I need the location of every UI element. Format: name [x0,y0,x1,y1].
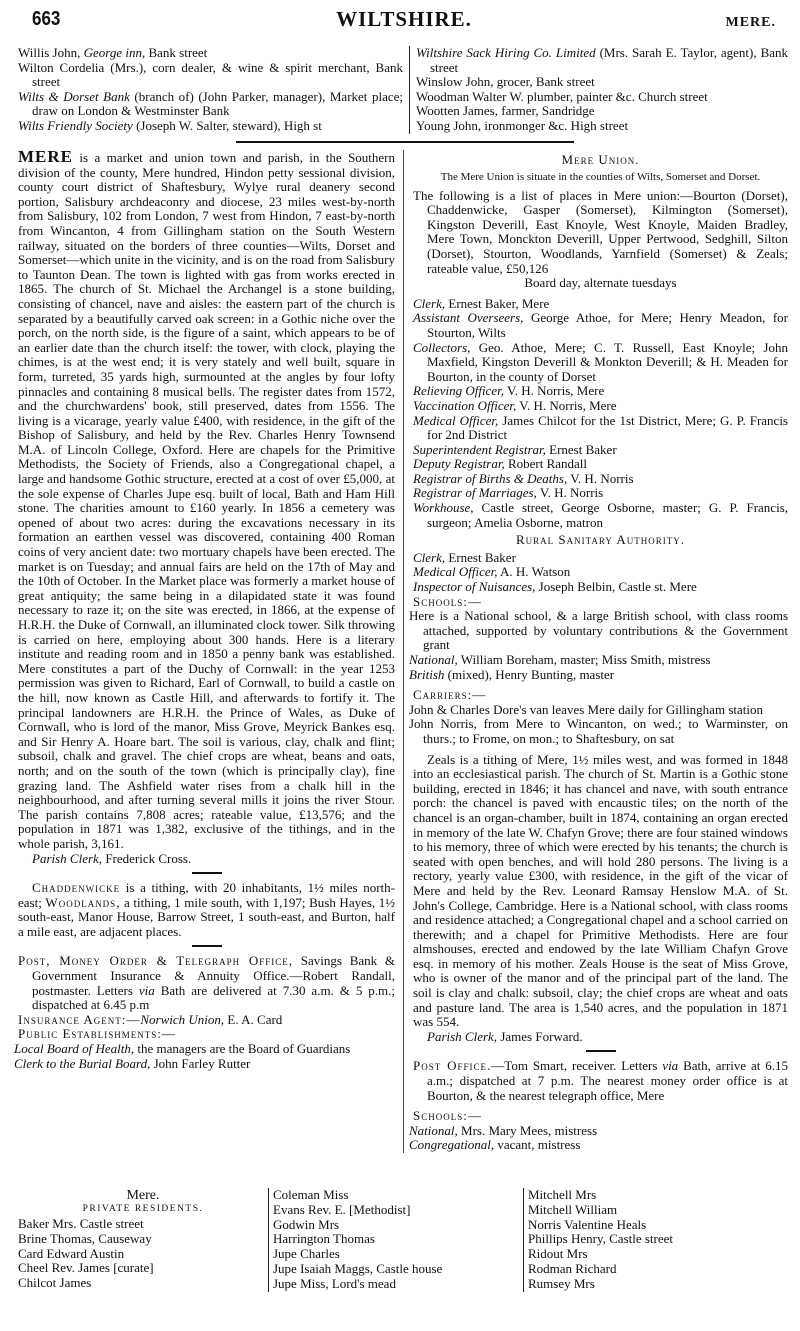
entry [18,119,403,134]
resident: Chilcot James [18,1275,92,1291]
entry: Young John, ironmonger &c. High street [416,117,629,133]
label: Workhouse, [413,500,474,516]
label: Assistant Overseers, [413,310,524,326]
label: Medical Officer, [413,412,499,428]
entry-italic: Wiltshire Sack Hiring Co. Limited [416,45,596,60]
county-title: WILTSHIRE. [336,7,472,31]
value: James Forward. [500,1028,583,1044]
lead: Woodlands, [45,894,121,910]
value: V. H. Norris, Mere [519,397,617,413]
officer [413,457,788,472]
entry [416,46,788,75]
private-residents [18,1188,788,1292]
divider [586,1050,616,1052]
value: William Boreham, master; Miss Smith, mistress [460,652,711,667]
officer [413,580,788,595]
entry [18,61,403,90]
page-number: 663 [32,8,61,30]
value: A. H. Watson [500,564,571,580]
entry [18,46,403,61]
officer [413,501,788,530]
text: a tithing, 1 mile south, with 1,197; Bush Hayes, 1½ south-east, Manor House, Barrow Street, 1 south-east, and Burton, half a mile east, are adjacent places. [18,894,396,939]
entry-text: Bank street [148,45,208,60]
resident: Phillips Henry, Castle street [528,1231,674,1247]
right-column [404,150,788,1153]
resident: Jupe Miss, Lord's mead [273,1275,396,1291]
label: National, [409,1122,458,1138]
label: Clerk, [413,549,446,565]
entry-text: (Joseph W. Salter, steward), High st [136,117,322,133]
text: Bath are delivered at 7.30 a.m. & 5 p.m.; dispatched at 6.45 p.m [32,982,396,1013]
label: British [409,666,445,682]
officer [413,399,788,414]
value: Ernest Baker [549,441,617,457]
officer [413,341,788,385]
entry-name: Willis John, [18,45,81,60]
officer [413,486,788,501]
mere-union-heading: Mere Union. [561,152,640,167]
officer [413,311,788,340]
school [409,666,788,683]
zeals-description: Zeals is a tithing of Mere, 1½ miles west, and was formed in 1848 into an ecclesiastical parish. The church of St. Martin is a Gothic stone building, erected in 1846; it has chancel and nave, with south entrance porch: the chancel is paved with encaustic tiles; on the north of the chancel is an organ-chamber, built in 1874, containing an organ erected in memory of the late W. Chafyn Grove; there are four stained windows to his memory, three of which were erected by his tenants; the church is seated with open benches, and will hold 280 persons. The living is a rectory, yearly value £300, with residence, in the gift of the vicar of Mere and held by the Rev. Leonard Ramsay Henslow M.A. of St. John's College, Cambridge. Here is a National school, with class rooms and residence attached; a Congregational chapel and a school carried on therewith; and a chapel for Primitive Methodists. Here are four almshouses, erected and endowed by the late William Chafyn Grove esq. in memory of his mother. Zeals House is the seat of Miss Grove, who is owner of the manor and of the principal part of the land. The soil is clay and chalk: subsoil, clay; the chief crops are wheat and oats and pasture land. The area is 1,540 acres, and the population in 1871 was 554. [413,751,788,1030]
label: Registrar of Births & Deaths, [413,470,568,486]
carrier: John & Charles Dore's van leaves Mere daily for Gillingham station [409,701,763,717]
value: Frederick Cross. [105,850,192,866]
label: Superintendent Registrar, [413,441,546,457]
resident: Rumsey Mrs [528,1275,595,1291]
label: Parish Clerk, [427,1028,498,1044]
officer [413,551,788,566]
label: Norwich Union, [140,1011,225,1027]
officer [413,443,788,458]
residents-column-1 [18,1188,268,1292]
parish-clerk [18,852,395,867]
section-divider [236,141,574,143]
public-establishments-heading: Public Establishments:— [18,1026,176,1042]
burial-board [14,1055,395,1072]
value: the managers are the Board of Guardians [137,1041,351,1057]
left-column [14,147,404,1153]
entry-text: (branch of) (John Parker, manager), Market place; draw on London & Westminster Bank [32,88,403,119]
resident: Ridout Mrs [528,1246,588,1262]
lead: Insurance Agent:— [18,1011,141,1027]
residents-column-2 [268,1188,523,1292]
residents-subheading: PRIVATE RESIDENTS. [82,1204,204,1214]
resident: Baker Mrs. Castle street [18,1216,144,1231]
via: via [662,1058,679,1074]
page-header [32,7,776,36]
value: V. H. Norris, Mere [506,383,605,399]
label: National, [409,652,458,667]
officer [413,565,788,580]
value: (mixed), Henry Bunting, master [447,666,615,682]
entry-name: Wilton Cordelia (Mrs.), corn dealer, & wine & spirit merchant, Bank street [18,59,403,90]
text: —Tom Smart, receiver. Letters [491,1058,658,1074]
resident: Coleman Miss [273,1187,349,1202]
value: E. A. Card [227,1011,283,1027]
trade-column-right [410,46,788,134]
value: Robert Randall [507,456,588,472]
officer [413,472,788,487]
place-title: MERE. [725,15,776,30]
entry: Winslow John, grocer, Bank street [416,74,595,90]
entry-italic: Wilts & Dorset Bank [18,88,130,104]
schools-text: Here is a National school, & a large British school, with class rooms attached, supported by voluntary contributions & the Government grant [409,608,788,653]
value: V. H. Norris [539,485,604,501]
trade-column-left [18,46,410,134]
text: Savings Bank & Government Insurance & Annuity Office.—Robert Randall, postmaster. Letters [32,953,395,998]
mere-text: is a market and union town and parish, in the Southern division of the county, Mere hundred, Hindon petty sessional division, county court district of Shaftesbury, Wylye rural deanery second portion, Salisbury archdeaconry and diocese, 23 miles west-by-north from Salisbury, 102 from London, 7 west from Hindon, 7 east-by-north from Wincanton, 4 from Gillingham station on the South Western railway, situated on the borders of three counties—Wilts, Dorset and Somerset—which unite in the vicinity, and is on the road from Salisbury to Taunton Dean. The town is lighted with gas from works erected in 1865. The church of St. Michael the Archangel is a stone building, consisting of chancel, nave and aisles: the eastern part of the church is separated by a beautifully carved oak screen: in a Gothic niche over the porch, on the north side, is the figure of a saint, which appears to be of an earlier date than the church itself: the tower, with clock, playing the chimes, is at the west end; it is very stately and well built, square in form, turreted, 35 yards high, surmounted at the angles by four lofty pinnacles and containing 8 musical bells. The register dates from 1572, and the churchwardens' book, still preserved, dates from 1556. The living is a vicarage, yearly value £400, with residence, in the gift of the Bishop of Salisbury, and held by the Rev. Charles Henry Townsend M.A. of Lincoln College, Oxford. Here are chapels for the Primitive Methodists, the Society of Friends, also a Congregational chapel, a large and handsome Gothic structure, erected at a cost of over £5,000, at the sole expense of Charles Jupe esq. built of local, Bath and Ham Hill stone. The charities amount to £160 yearly. In 1856 a cemetery was opened of about two acres: during the excavations necessary in its formation an earthen vessel was discovered, containing 400 Roman coins of very ancient date: two mortuary chapels have been erected. The market is on Tuesday; and annual fairs are held on the 17th of May and the 10th of October. In the Market place was formerly a market house of great antiquity; the same being in a dilapidated state it was found necessary to raze it; on the site was erected, in 1866, at the expense of H.R.H. the Duke of Cornwall, an illuminated clock tower. Silk throwing is carried on here, employing about 300 hands. Here is a literary institute and reading room and in 1850 a penny bank was established. Mere constitutes a part of the Duchy of Cornwall: in the year 1253 permission was given to Richard, Earl of Cornwall, to build a castle on the hill, now known as Castle Hill, and afterwards to fortify it. The principal landowners are H.R.H. the Prince of Wales, as Duke of Cornwall, who is lord of the manor, Miss Grove, Meyrick Bankes esq. and Sir Henry A. Hoare bart. The soil is various, clay, chalk and flint; subsoil, chalk and gravel. The chief crops are wheat, beans and oats, north; and on the south of the town (which is principally clay), fine grazing land. The Ashfield water rises from a chalk hill in the neighbourhood, and after turning several mills it joins the river Stour. The parish contains 7,808 acres; rateable value, £13,576; and the population in 1871 was 1,382, exclusive of the tithings, and in the whole parish, 3,161. [18,150,396,851]
resident: Godwin Mrs [273,1216,340,1232]
chaddenwicke-description [18,881,395,939]
board-day: Board day, alternate tuesdays [524,275,677,291]
school [409,1122,788,1139]
entry [18,90,403,119]
entry: Woodman Walter W. plumber, painter &c. Church street [416,88,708,104]
mere-description [18,147,396,852]
via: via [138,982,155,998]
label: Inspector of Nuisances, [413,579,536,595]
rural-sanitary-heading: Rural Sanitary Authority. [515,532,686,548]
label: Clerk to the Burial Board, [14,1055,151,1071]
entry-italic: George inn, [83,45,146,60]
text: Bath, arrive at 6.15 a.m.; dispatched at 7 p.m. The nearest money order office is at Bourton, & the nearest telegraph office, Mere [427,1058,789,1103]
resident: Jupe Isaiah Maggs, Castle house [273,1260,443,1276]
mere-lead: MERE [18,147,73,166]
label: Vaccination Officer, [413,397,517,413]
divider [192,872,222,874]
trade-entries-continued [18,46,788,134]
label: Registrar of Marriages, [413,485,537,501]
officer [413,414,788,443]
union-note: The Mere Union is situate in the counties of Wilts, Somerset and Dorset. [440,170,761,183]
entry-italic: Wilts Friendly Society [18,117,133,133]
label: Local Board of Health, [14,1041,135,1057]
post-office [18,954,395,1012]
residents-place-heading: Mere. [126,1188,160,1203]
label: Relieving Officer, [413,383,504,399]
schools-heading: Schools:— [413,593,482,609]
carriers-heading: Carriers:— [413,687,487,703]
carrier: John Norris, from Mere to Wincanton, on wed.; to Warminster, on thurs.; to Frome, on mon.; to Shaftesbury, on sat [409,716,788,746]
label: Deputy Registrar, [413,456,505,472]
resident: Evans Rev. E. [Methodist] [273,1201,411,1217]
value: Castle street, George Osborne, master; G. P. Francis, surgeon; Amelia Osborne, matron [427,500,789,530]
resident: Mitchell Mrs [528,1187,597,1202]
residents-column-3 [523,1188,778,1292]
resident: Cheel Rev. James [curate] [18,1260,154,1276]
text: is a tithing, with 20 inhabitants, 1½ miles north-east; [18,880,396,910]
value: vacant, mistress [497,1137,581,1153]
value: Mrs. Mary Mees, mistress [461,1122,598,1138]
insurance-agent [18,1013,395,1028]
value: James Chilcot for the 1st District, Mere; G. P. Francis for 2nd District [427,412,788,443]
main-columns [14,147,789,1153]
resident: Mitchell William [528,1201,618,1217]
divider [192,945,222,947]
entry: Wootten James, farmer, Sandridge [416,103,595,119]
label: Parish Clerk, [32,850,103,866]
school [409,652,788,668]
resident: Harrington Thomas [273,1231,375,1247]
value: George Athoe, for Mere; Henry Meadon, for Stourton, Wilts [427,310,788,340]
value: Geo. Athoe, Mere; C. T. Russell, East Knoyle; John Maxfield, Kingston Deverill & Monkton Deverill; & H. Meaden for Bourton, in the county of Dorset [427,339,788,384]
label: Collectors, [413,339,471,355]
label: Medical Officer, [413,564,498,580]
value: Ernest Baker, Mere [448,295,550,311]
local-board [14,1041,395,1057]
label: Clerk, [413,295,446,311]
resident: Norris Valentine Heals [528,1216,647,1232]
lead: Post Office. [413,1058,492,1074]
schools-heading: Schools:— [413,1108,482,1124]
lead: Chaddenwicke [32,880,121,896]
value: Ernest Baker [448,549,516,565]
resident: Brine Thomas, Causeway [18,1230,152,1246]
zeals-parish-clerk [413,1030,788,1045]
label: Congregational, [409,1137,495,1153]
union-places: The following is a list of places in Mere union:—Bourton (Dorset), Chaddenwicke, Gasper (Somerset), Kilmington (Somerset), Kingston Deverill, East Knoyle, West Knoyle, Maiden Bradley, Mere Town, Monckton Deverill, Upper Pertwood, Sedghill, Silton (Dorset), Stourton, Woodlands, Yarnfield (Somerset) & Zeals; rateable value, £50,126 [413,187,788,276]
resident: Jupe Charles [273,1246,340,1262]
entry-text: (Mrs. Sarah E. Taylor, agent), Bank street [430,45,789,75]
value: John Farley Rutter [153,1055,251,1071]
value: V. H. Norris [570,470,634,486]
value: Joseph Belbin, Castle st. Mere [538,579,697,595]
zeals-post-office [413,1059,788,1103]
officer [413,297,788,312]
resident: Card Edward Austin [18,1245,125,1261]
officer [413,384,788,399]
school [409,1137,788,1153]
resident: Rodman Richard [528,1260,617,1276]
lead: Post, Money Order & Telegraph Office, [18,953,294,969]
